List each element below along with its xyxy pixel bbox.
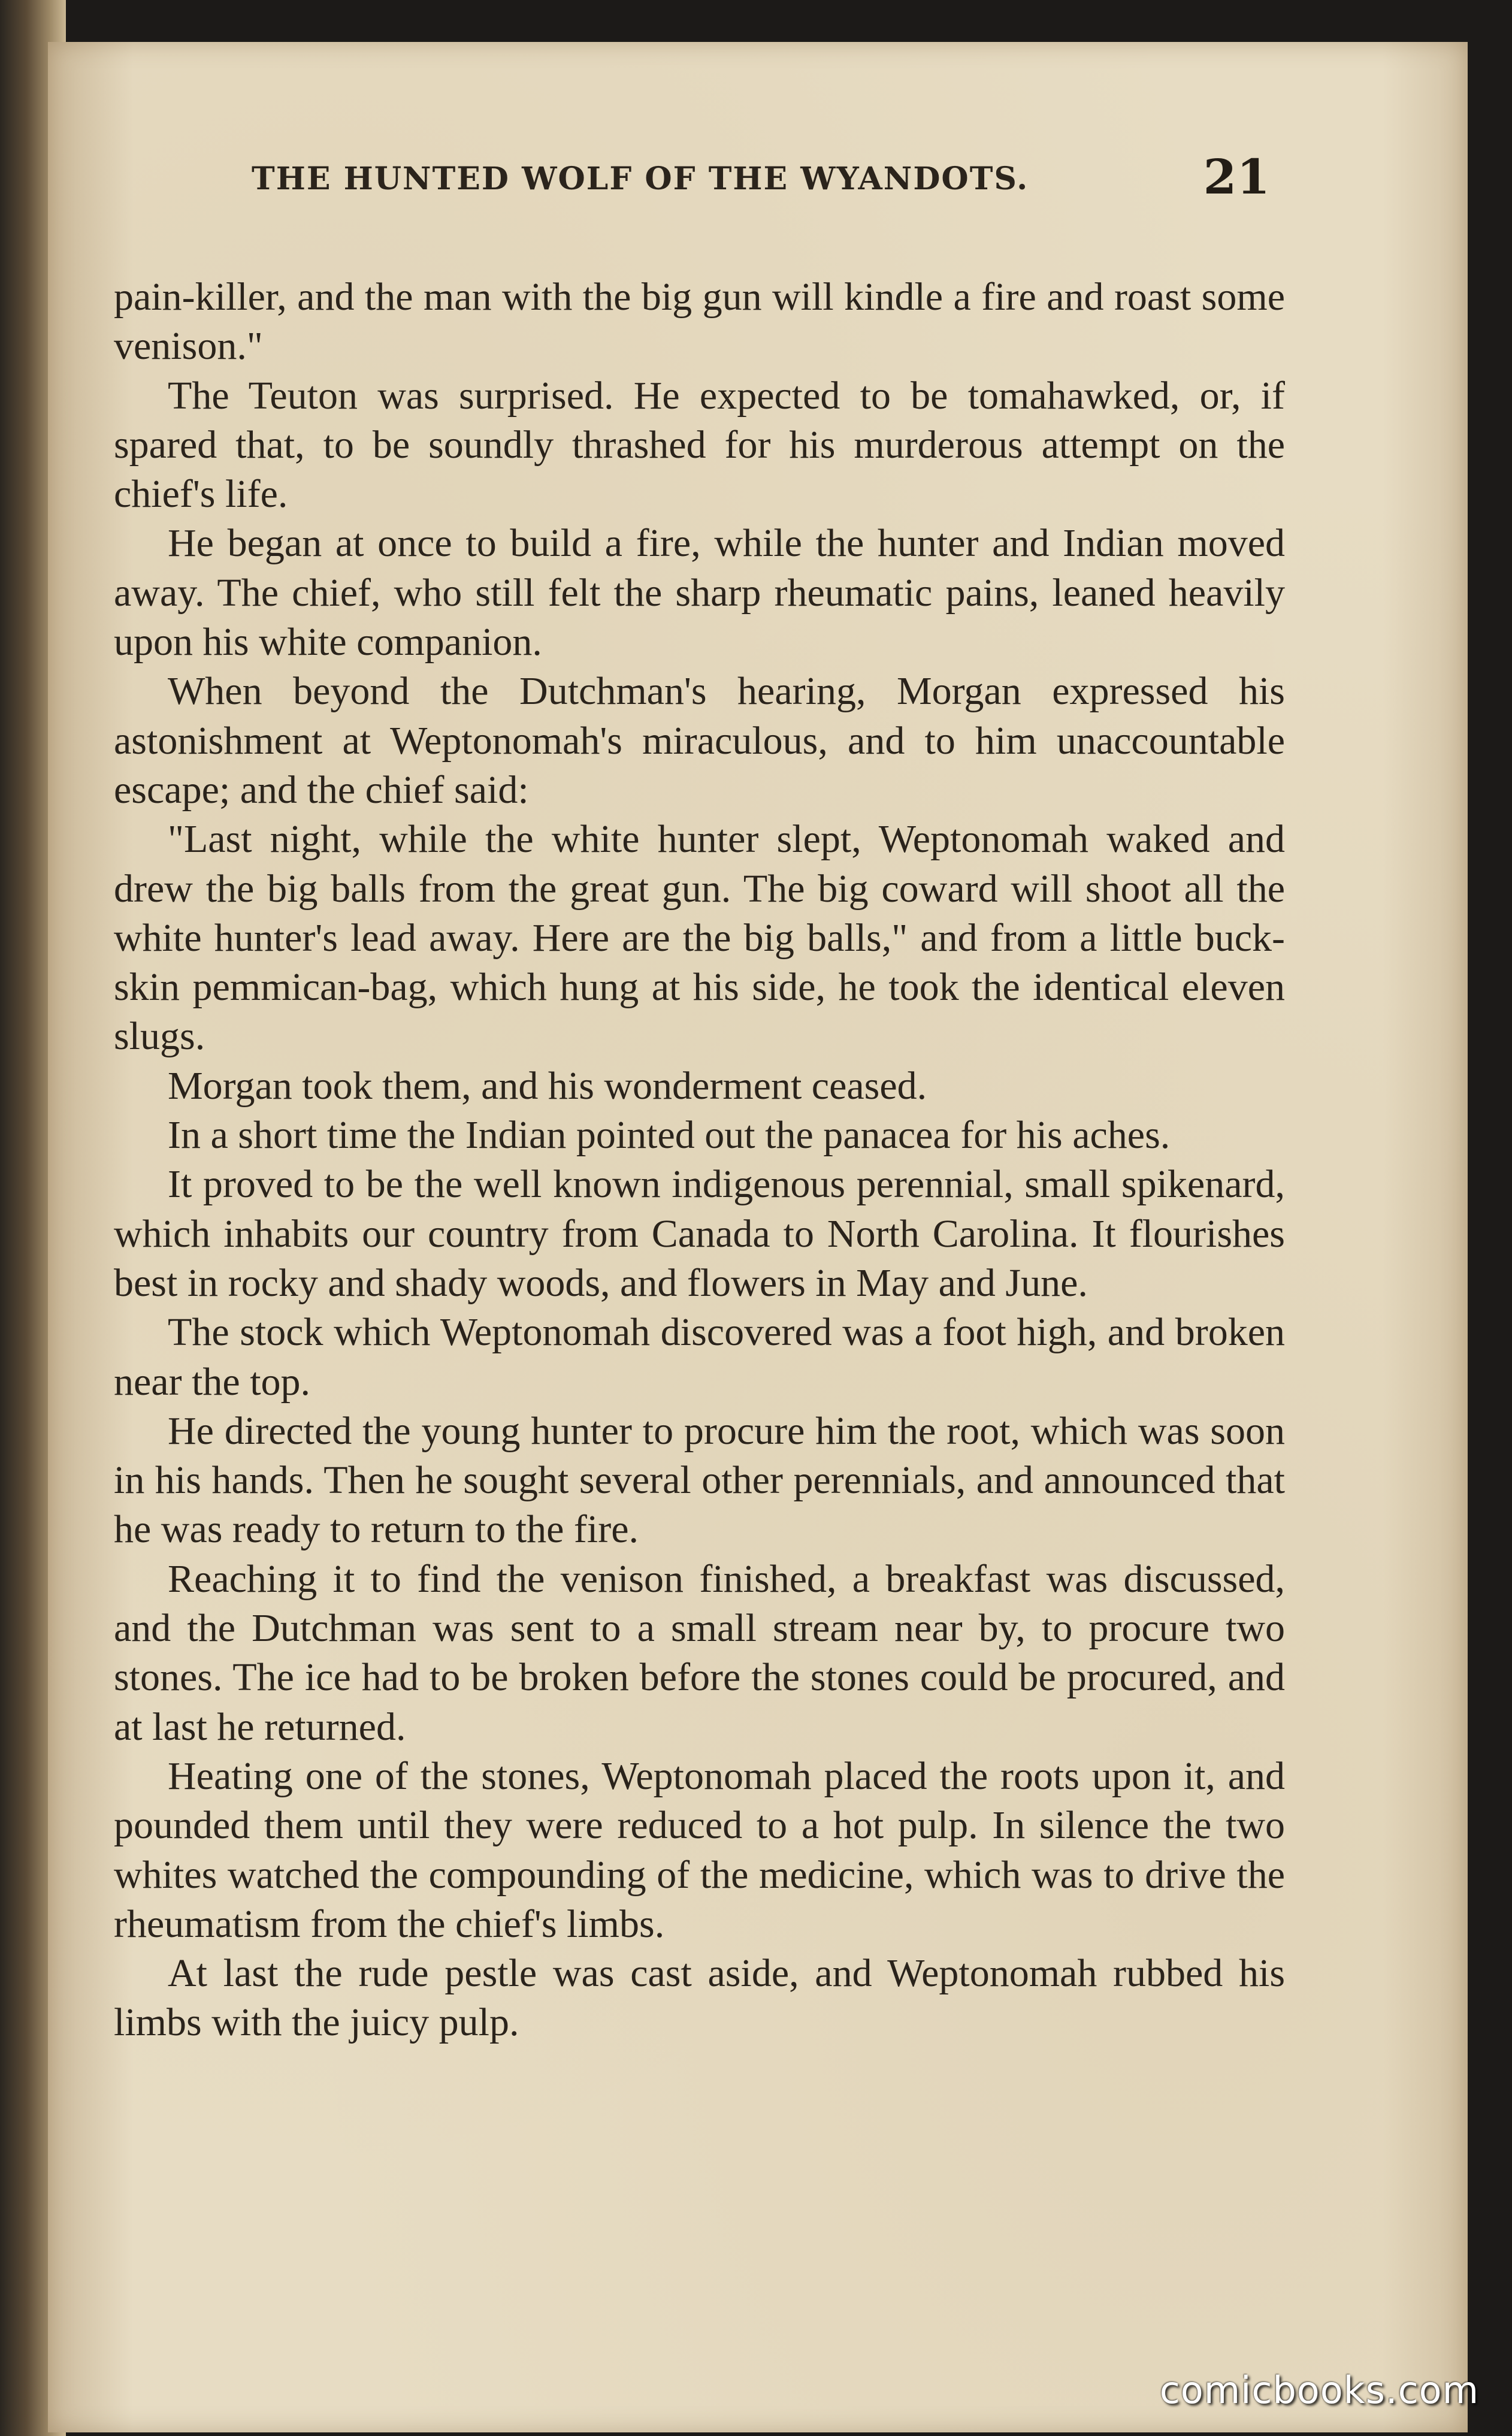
- page-header: [252, 144, 1270, 210]
- paragraph: The Teuton was surprised. He expected to be tomahawked, or, if spared that, to be soundly thrashed for his murderous attempt on the chief's life.: [114, 373, 1285, 516]
- paragraph: He directed the young hunter to procure him the root, which was soon in his hands. Then he sought several other perennials, and announced that he was ready to return to the fire.: [114, 1409, 1285, 1552]
- body-text: [114, 273, 1285, 2048]
- paragraph: He began at once to build a fire, while the hunter and Indian moved away. The chief, who still felt the sharp rheumatic pains, leaned heavily upon his white companion.: [114, 521, 1285, 664]
- site-watermark: comicbooks.com: [1159, 2368, 1479, 2412]
- paragraph: In a short time the Indian pointed out the panacea for his aches.: [168, 1113, 1171, 1157]
- running-title: THE HUNTED WOLF OF THE WYANDOTS.: [252, 161, 1029, 197]
- paragraph: Morgan took them, and his wonderment ceased.: [168, 1063, 927, 1108]
- page-number: 21: [1203, 149, 1270, 205]
- paragraph: The stock which Weptonomah discovered was a foot high, and broken near the top.: [114, 1310, 1285, 1404]
- paragraph: "Last night, while the white hunter slept, Weptonomah waked and drew the big balls from the great gun. The big coward will shoot all the white hunter's lead away. Here are the big balls," and from a little buck-skin pemmican-bag, which hung at his side, he took the identical eleven slugs.: [114, 817, 1285, 1059]
- paragraph: At last the rude pestle was cast aside, and Weptonomah rubbed his limbs with the juicy pulp.: [114, 1951, 1285, 2045]
- paragraph: Reaching it to find the venison finished, a breakfast was discussed, and the Dutchman was sent to a small stream near by, to procure two stones. The ice had to be broken before the stones could be procured, and at last he returned.: [114, 1556, 1285, 1749]
- paragraph: pain-killer, and the man with the big gun will kindle a fire and roast some venison.": [114, 275, 1285, 368]
- paragraph: Heating one of the stones, Weptonomah placed the roots upon it, and pounded them until they were reduced to a hot pulp. In silence the two whites watched the compounding of the medicine, which was to drive the rheumatism from the chief's limbs.: [114, 1754, 1285, 1946]
- paragraph: When beyond the Dutchman's hearing, Morgan expressed his astonishment at Weptonomah's miraculous, and to him unaccountable escape; and the chief said:: [114, 669, 1285, 812]
- paragraph: It proved to be the well known indigenous perennial, small spikenard, which inhabits our country from Canada to North Carolina. It flourishes best in rocky and shady woods, and flowers in May and June.: [114, 1162, 1285, 1305]
